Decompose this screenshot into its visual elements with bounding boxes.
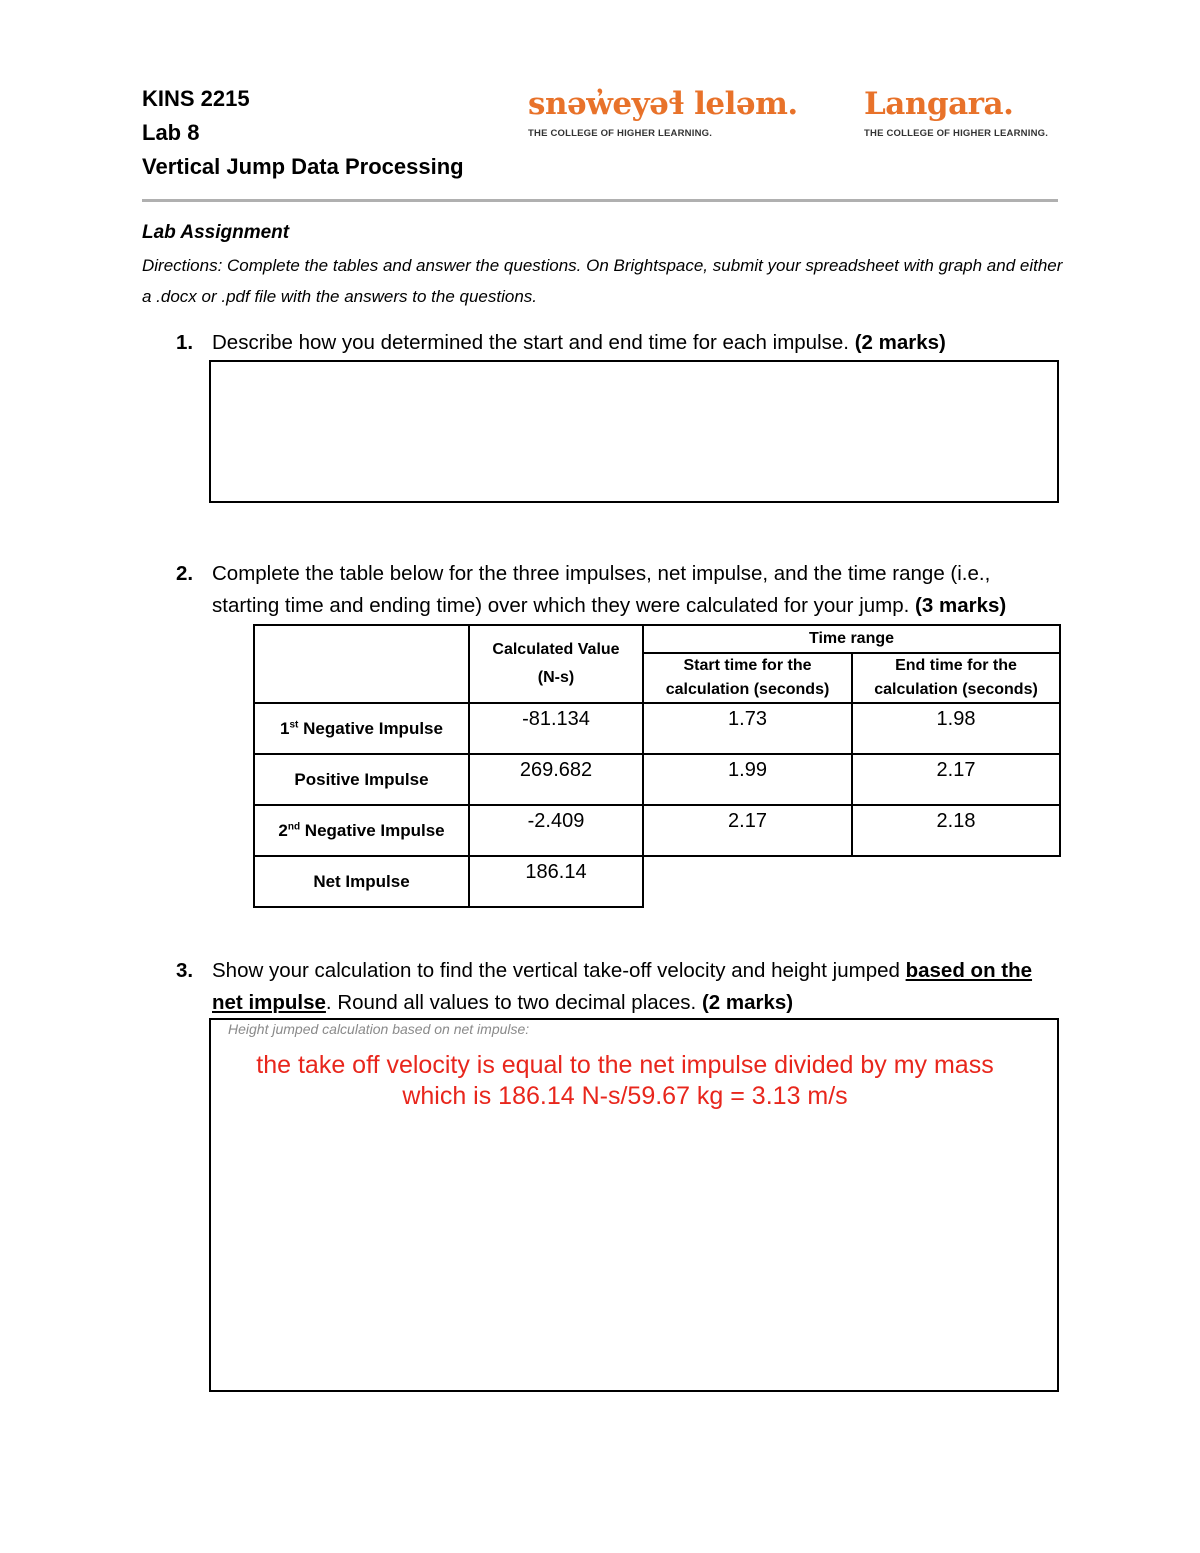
course-code: KINS 2215 (142, 86, 250, 111)
start-time-header: Start time for the calculation (seconds) (643, 653, 852, 703)
calculated-value-header: Calculated Value (N-s) (469, 625, 643, 703)
table-row (254, 703, 1060, 754)
question-text: Describe how you determined the start and end time for each impulse. (2 marks) (212, 331, 946, 354)
table-row (254, 856, 1060, 907)
question-number: 2. (176, 562, 194, 585)
question-2 (176, 558, 1076, 622)
table-row (254, 805, 1060, 856)
emphasis-text: based on the net impulse (212, 959, 1033, 1014)
logo-tagline: THE COLLEGE OF HIGHER LEARNING. (864, 128, 1049, 139)
row-label: Net Impulse (254, 856, 469, 907)
snaweyat-lelam-logo (528, 84, 828, 176)
answer-placeholder: Height jumped calculation based on net impulse: (228, 1021, 530, 1037)
question-marks: (3 marks) (915, 594, 1007, 617)
logo-tagline: THE COLLEGE OF HIGHER LEARNING. (528, 128, 713, 139)
end-time-header: End time for the calculation (seconds) (852, 653, 1060, 703)
answer-box-1[interactable] (209, 360, 1059, 503)
row-label: 2nd Negative Impulse (254, 805, 469, 856)
end-time-cell[interactable]: 1.98 (852, 703, 1060, 754)
question-text: Show your calculation to find the vertical take-off velocity and height jumped based on the net impulse. Round all values to two decimal places. (2 marks) (212, 959, 1033, 1014)
lab-number: Lab 8 (142, 120, 200, 145)
impulse-table (253, 624, 1061, 908)
empty-cell (643, 856, 852, 907)
langara-logo (864, 84, 1054, 176)
assignment-directions: Directions: Complete the tables and answer the questions. On Brightspace, submit your spreadsheet with graph and either a .docx or .pdf file with the answers to the questions. (142, 256, 1063, 306)
start-time-cell[interactable]: 1.73 (643, 703, 852, 754)
question-text: Complete the table below for the three impulses, net impulse, and the time range (i.e., starting time and ending time) over which they were calculated for your jump. (3 marks) (212, 562, 1007, 617)
calculated-value-cell[interactable]: -2.409 (469, 805, 643, 856)
question-marks: (2 marks) (854, 331, 946, 354)
document-header (142, 82, 464, 184)
calculated-value-cell[interactable]: 269.682 (469, 754, 643, 805)
table-row (254, 754, 1060, 805)
question-3 (176, 955, 1076, 1019)
calculated-value-cell[interactable]: 186.14 (469, 856, 643, 907)
empty-cell (852, 856, 1060, 907)
question-number: 1. (176, 331, 194, 354)
start-time-cell[interactable]: 1.99 (643, 754, 852, 805)
assignment-title: Lab Assignment (142, 222, 290, 243)
logo-wordmark: snəw̓eyəɬ leləm. (528, 86, 798, 122)
calculated-value-cell[interactable]: -81.134 (469, 703, 643, 754)
question-number: 3. (176, 959, 194, 982)
start-time-cell[interactable]: 2.17 (643, 805, 852, 856)
logo-wordmark: Langara. (864, 86, 1014, 122)
question-marks: (2 marks) (701, 991, 794, 1014)
row-label: 1st Negative Impulse (254, 703, 469, 754)
end-time-cell[interactable]: 2.17 (852, 754, 1060, 805)
student-answer[interactable]: the take off velocity is equal to the net impulse divided by my mass which is 186.14 N-s/59.67 kg = 3.13 m/s (256, 1051, 994, 1110)
end-time-cell[interactable]: 2.18 (852, 805, 1060, 856)
lab-title: Vertical Jump Data Processing (142, 154, 464, 179)
empty-corner-cell (254, 625, 469, 703)
header-divider (142, 199, 1058, 202)
row-label: Positive Impulse (254, 754, 469, 805)
time-range-header: Time range (643, 625, 1060, 653)
